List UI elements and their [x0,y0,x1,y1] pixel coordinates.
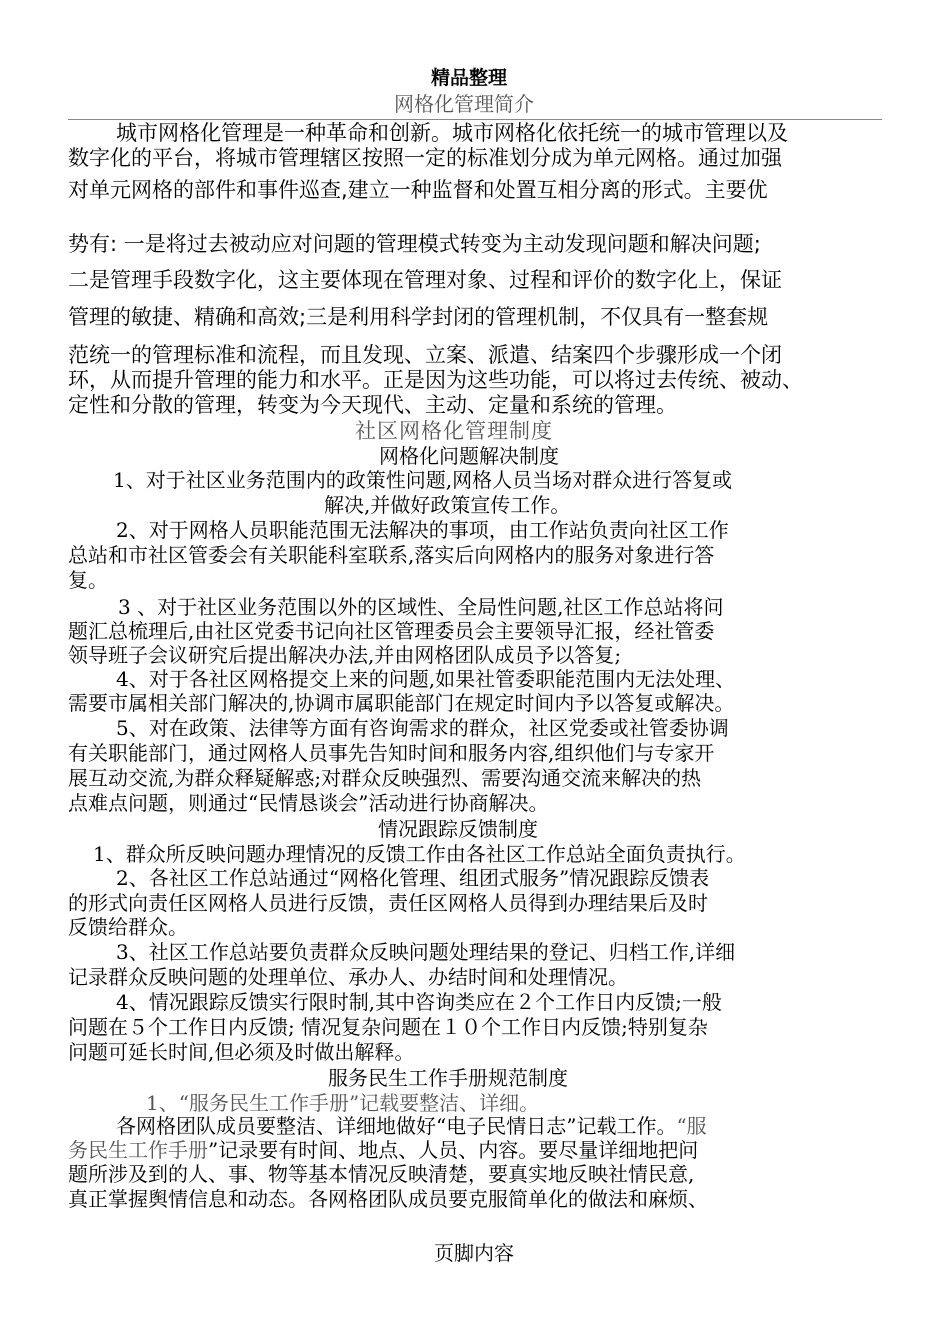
handbook-item-1: 1、“服务民生工作手册”记载要整洁、详细。 [146,1091,540,1115]
problem-line-5: 复。 [68,568,108,592]
problem-line-13: 展互动交流,为群众释疑解惑;对群众反映强烈、需要沟通交流来解决的热 [68,766,702,790]
problem-line-10: 需要市属相关部门解决的,协调市属职能部门在规定时间内予以答复或解决。 [68,691,735,715]
page-footer: 页脚内容 [434,1241,514,1265]
handbook-line-1-gray: “服 [676,1114,707,1138]
intro-line-6: 管理的敏捷、精确和高效;三是利用科学封闭的管理机制，不仅具有一整套规 [68,305,769,329]
feedback-line-2: 2、各社区工作总站通过“网格化管理、组团式服务”情况跟踪反馈表 [116,866,710,890]
problem-line-7: 题汇总梳理后,由社区党委书记向社区管理委员会主要领导汇报，经社管委 [68,619,715,643]
handbook-line-2 [68,1140,698,1160]
problem-line-4: 总站和市社区管委会有关职能科室联系,落实后向网格内的服务对象进行答 [68,543,715,567]
feedback-line-8: 问题在５个工作日内反馈; 情况复杂问题在１０个工作日内反馈;特别复杂 [68,1015,708,1039]
problem-line-9: 4、对于各社区网格提交上来的问题,如果社管委职能范围内无法处理、 [116,667,736,691]
problem-line-12: 有关职能部门，通过网格人员事先告知时间和服务内容,组织他们与专家开 [68,741,715,765]
feedback-line-6: 记录群众反映问题的处理单位、承办人、办结时间和处理情况。 [68,965,628,989]
intro-line-3: 对单元网格的部件和事件巡查,建立一种监督和处置互相分离的形式。主要优 [68,178,768,202]
intro-line-7: 范统一的管理标准和流程，而且发现、立案、派遣、结案四个步骤形成一个闭 [68,343,782,367]
feedback-line-1: 1、群众所反映问题办理情况的反馈工作由各社区工作总站全面负责执行。 [93,842,746,866]
intro-line-2: 数字化的平台，将城市管理辖区按照一定的标准划分成为单元网格。通过加强 [68,146,782,170]
handbook-line-1 [116,1116,707,1136]
handbook-line-3: 题所涉及到的人、事、物等基本情况反映清楚，要真实地反映社情民意, [68,1162,695,1186]
feedback-line-3: 的形式向责任区网格人员进行反馈，责任区网格人员得到办理结果后及时 [68,891,708,915]
page-header: 精品整理 [431,67,508,89]
title-underline [68,119,882,120]
subsection-title-handbook: 服务民生工作手册规范制度 [328,1066,568,1090]
handbook-line-4: 真正掌握舆情信息和动态。各网格团队成员要克服简单化的做法和麻烦、 [68,1187,708,1211]
subsection-title-problem-solving: 网格化问题解决制度 [379,444,559,468]
problem-line-6: 3 、对于社区业务范围以外的区域性、全局性问题,社区工作总站将问 [118,595,724,619]
section-title-system: 社区网格化管理制度 [355,419,553,443]
intro-line-5: 二是管理手段数字化，这主要体现在管理对象、过程和评价的数字化上，保证 [68,268,782,292]
feedback-line-9: 问题可延长时间,但必须及时做出解释。 [68,1040,415,1064]
problem-line-11: 5、对在政策、法律等方面有咨询需求的群众，社区党委或社管委协调 [116,716,729,740]
problem-line-8: 领导班子会议研究后提出解决办法,并由网格团队成员予以答复; [68,643,622,667]
intro-line-1: 城市网格化管理是一种革命和创新。城市网格化依托统一的城市管理以及 [116,121,788,145]
feedback-line-5: 3、社区工作总站要负责群众反映问题处理结果的登记、归档工作,详细 [116,940,736,964]
intro-line-9: 定性和分散的管理，转变为今天现代、主动、定量和系统的管理。 [68,393,677,417]
handbook-line-1-text: 各网格团队成员要整洁、详细地做好“电子民情日志”记载工作。 [116,1114,677,1138]
problem-line-1: 1、对于社区业务范围内的政策性问题,网格人员当场对群众进行答复或 [113,468,733,492]
problem-line-3: 2、对于网格人员职能范围无法解决的事项，由工作站负责向社区工作 [116,518,729,542]
handbook-line-2-text: ”记录要有时间、地点、人员、内容。要尽量详细地把问 [208,1138,699,1162]
intro-line-8: 环，从而提升管理的能力和水平。正是因为这些功能，可以将过去传统、被动、 [68,368,803,392]
intro-line-4: 势有: 一是将过去被动应对问题的管理模式转变为主动发现问题和解决问题; [68,232,761,256]
subsection-title-feedback: 情况跟踪反馈制度 [378,817,538,841]
problem-line-2: 解决,并做好政策宣传工作。 [324,493,571,517]
feedback-line-4: 反馈给群众。 [68,915,188,939]
handbook-line-2-gray: 务民生工作手册 [68,1138,208,1162]
feedback-line-7: 4、情况跟踪反馈实行限时制,其中咨询类应在２个工作日内反馈;一般 [116,990,722,1014]
problem-line-14: 点难点问题，则通过“民情恳谈会”活动进行协商解决。 [68,791,549,815]
section-title-intro: 网格化管理简介 [394,92,534,116]
